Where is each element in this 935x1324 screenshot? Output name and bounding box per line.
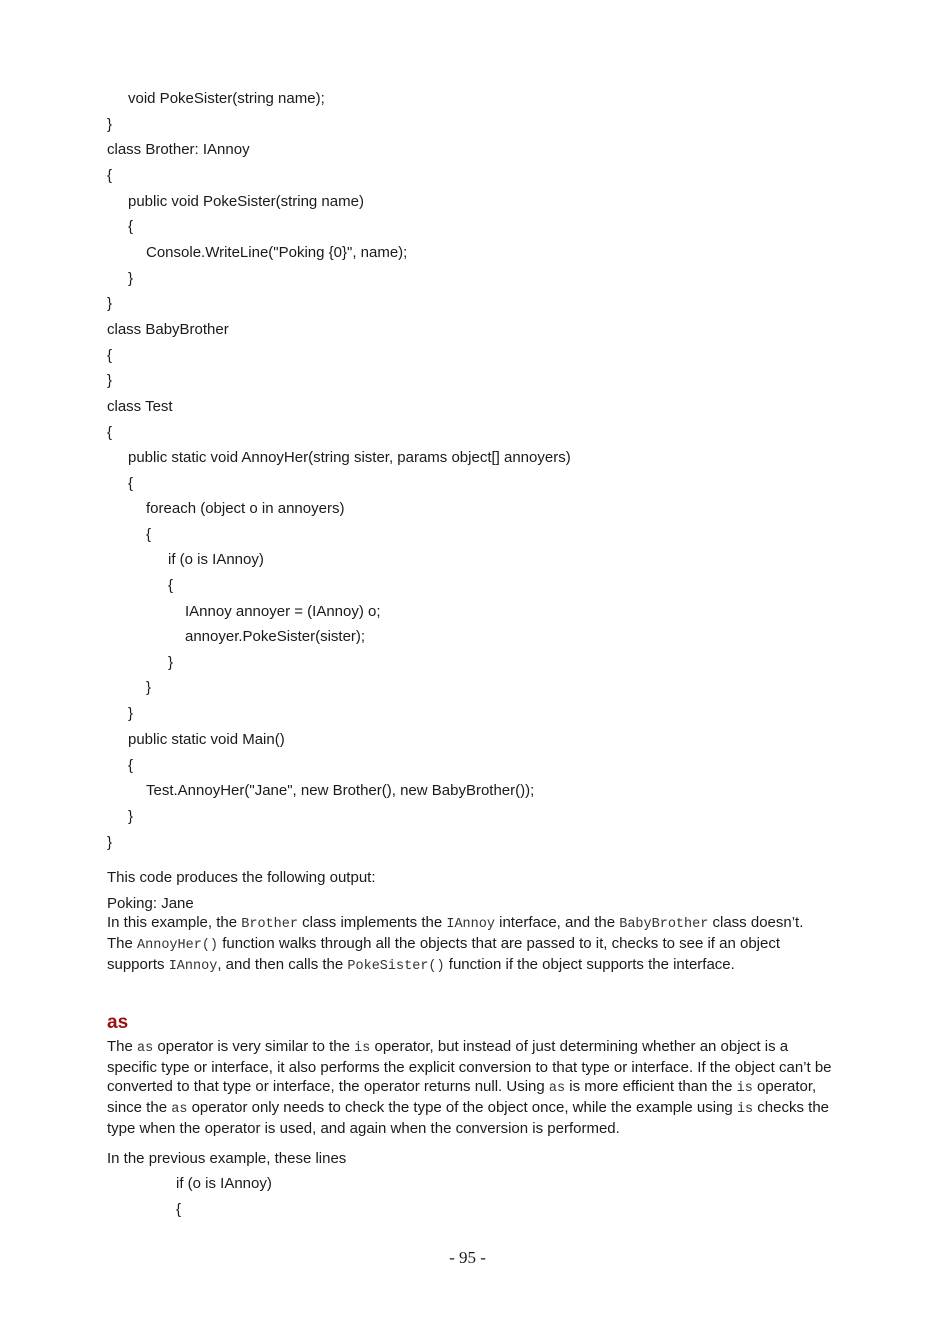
- code-term: AnnoyHer(): [137, 938, 219, 953]
- text-run: , and then calls the: [217, 956, 348, 973]
- code-line: {: [168, 577, 174, 594]
- code-line: void PokeSister(string name);: [128, 90, 325, 107]
- code-line: }: [128, 705, 134, 722]
- text-run: interface, and the: [494, 914, 620, 931]
- code-line: {: [107, 424, 113, 441]
- text-run: class implements the: [297, 914, 447, 931]
- paragraph-explanation: [107, 913, 832, 976]
- section-heading: as: [107, 1012, 129, 1033]
- code-term: is: [736, 1102, 754, 1117]
- code-term: is: [354, 1041, 371, 1056]
- code-line: Test.AnnoyHer("Jane", new Brother(), new BabyBrother());: [146, 782, 535, 799]
- paragraph-as-operator: [107, 1037, 832, 1138]
- code-line: }: [107, 116, 113, 133]
- code-line: foreach (object o in annoyers): [146, 500, 345, 517]
- text-run: operator only needs to check the type of the object once, while the example using: [187, 1099, 737, 1116]
- code-line: }: [107, 834, 113, 851]
- code-line: }: [107, 295, 113, 312]
- code-term: PokeSister(): [347, 959, 445, 974]
- snippet-line: {: [176, 1201, 182, 1218]
- code-line: class Brother: IAnnoy: [107, 141, 250, 158]
- code-line: class Test: [107, 398, 173, 415]
- text-run: operator is very similar to the: [153, 1038, 355, 1055]
- code-line: public void PokeSister(string name): [128, 193, 364, 210]
- code-term: IAnnoy: [168, 959, 218, 974]
- code-line: {: [128, 757, 134, 774]
- text-run: In this example, the: [107, 914, 242, 931]
- snippet-line: if (o is IAnnoy): [176, 1175, 272, 1192]
- code-line: {: [128, 475, 134, 492]
- text-run: is more efficient than the: [565, 1078, 737, 1095]
- text-run: checks the type when the operator is used, and again when the conversion is performed.: [107, 1099, 830, 1137]
- output-intro: This code produces the following output:: [107, 869, 376, 886]
- text-run: class doesn’t. The: [107, 914, 804, 952]
- code-line: }: [128, 270, 134, 287]
- text-run: operator, but instead of just determining whether an object is a specific type or interface, it also performs the explicit conversion to that type or interface. If the object can’t be converted to that type or interface, the operator returns null. Using: [107, 1038, 832, 1095]
- text-run: function walks through all the objects that are passed to it, checks to see if an object supports: [107, 935, 781, 973]
- code-term: Brother: [241, 917, 298, 932]
- code-line: }: [128, 808, 134, 825]
- text-run: The: [107, 1038, 138, 1055]
- text-run: operator, since the: [107, 1078, 817, 1116]
- code-term: as: [171, 1102, 188, 1117]
- code-term: is: [736, 1081, 753, 1096]
- code-line: }: [168, 654, 174, 671]
- code-term: as: [548, 1081, 566, 1096]
- code-line: {: [107, 347, 113, 364]
- code-line: class BabyBrother: [107, 321, 229, 338]
- code-term: IAnnoy: [446, 917, 495, 932]
- code-line: {: [107, 167, 113, 184]
- text-run: function if the object supports the interface.: [444, 956, 735, 973]
- code-line: IAnnoy annoyer = (IAnnoy) o;: [185, 603, 381, 620]
- code-term: BabyBrother: [619, 917, 709, 932]
- code-line: }: [146, 679, 152, 696]
- code-term: as: [137, 1041, 154, 1056]
- code-line: annoyer.PokeSister(sister);: [185, 628, 366, 645]
- code-line: public static void Main(): [128, 731, 285, 748]
- code-line: public static void AnnoyHer(string sister, params object[] annoyers): [128, 449, 571, 466]
- code-line: if (o is IAnnoy): [168, 551, 264, 568]
- code-line: Console.WriteLine("Poking {0}", name);: [146, 244, 408, 261]
- code-line: {: [146, 526, 152, 543]
- output-text: Poking: Jane: [107, 895, 194, 912]
- paragraph-previous-example: In the previous example, these lines: [107, 1150, 347, 1167]
- code-line: }: [107, 372, 113, 389]
- page-number: - 95 -: [449, 1248, 486, 1267]
- code-line: {: [128, 218, 134, 235]
